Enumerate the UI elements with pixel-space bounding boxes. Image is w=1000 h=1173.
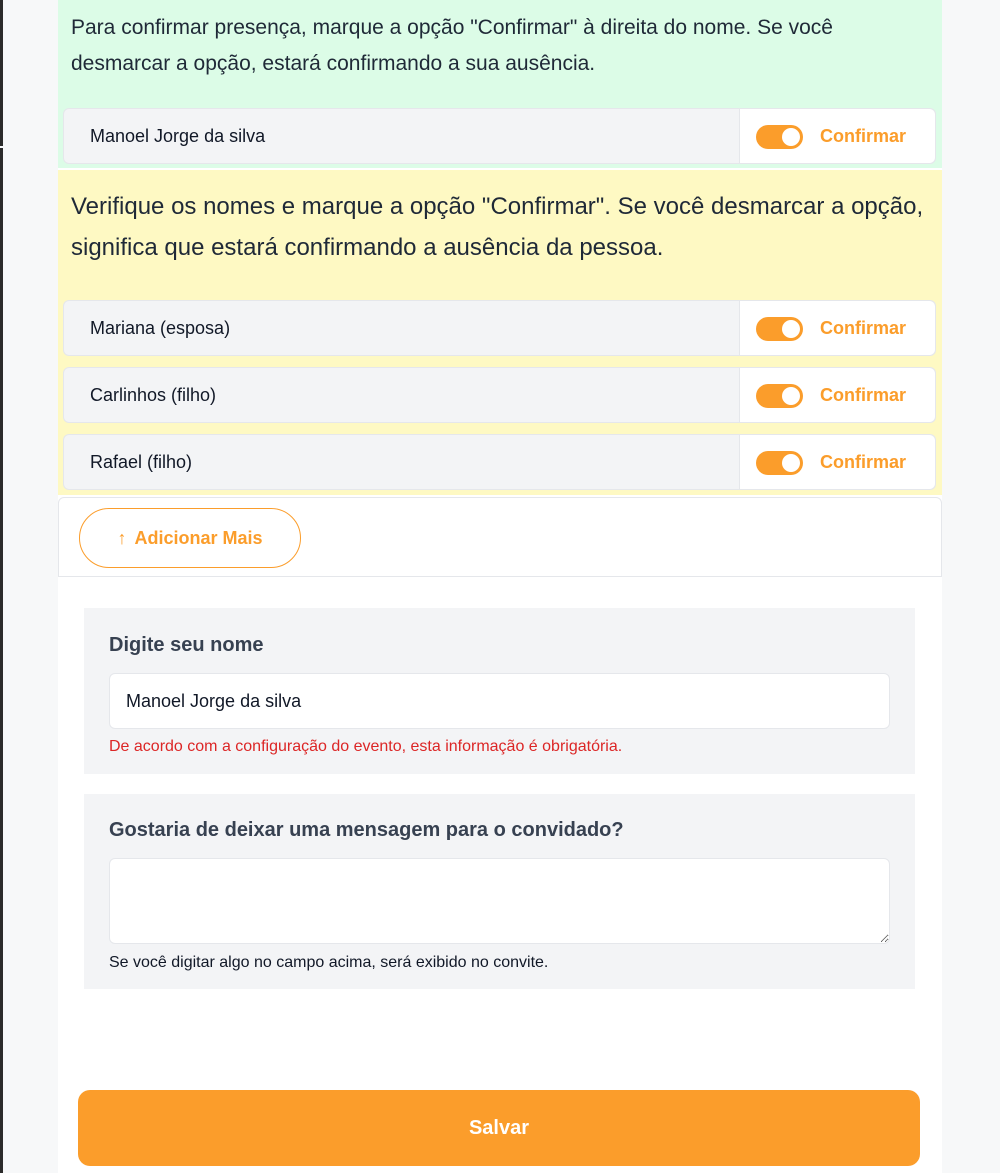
confirm-toggle-area[interactable] — [739, 109, 935, 163]
confirm-label[interactable]: Confirmar — [820, 385, 907, 405]
toggle-knob — [782, 128, 800, 146]
companion-name: Carlinhos (filho) — [90, 385, 217, 405]
rsvp-card — [58, 0, 942, 1173]
guest-name: Manoel Jorge da silva — [90, 126, 266, 146]
guest-row-primary — [63, 108, 936, 164]
confirm-label[interactable]: Confirmar — [820, 126, 907, 146]
primary-instructions: Para confirmar presença, marque a opção "Confirmar" à direita do nome. Se você desmarcar a opção, estará confirmando a sua ausência. — [71, 16, 833, 75]
confirm-toggle-area[interactable] — [739, 301, 935, 355]
confirm-toggle[interactable] — [756, 384, 803, 408]
primary-guest-section — [58, 0, 942, 168]
add-more-label: Adicionar Mais — [134, 527, 263, 548]
message-help-text: Se você digitar algo no campo acima, será exibido no convite. — [109, 954, 549, 971]
name-field-panel — [84, 608, 915, 774]
confirm-toggle[interactable] — [756, 125, 803, 149]
arrow-up-icon: ↑ — [117, 527, 127, 548]
window-left-edge — [0, 0, 3, 1173]
confirm-toggle-area[interactable] — [739, 435, 935, 489]
message-field-label: Gostaria de deixar uma mensagem para o convidado? — [109, 819, 624, 841]
companion-row — [63, 367, 936, 423]
confirm-label[interactable]: Confirmar — [820, 452, 907, 472]
name-input[interactable] — [109, 673, 890, 729]
companions-section — [58, 170, 942, 495]
confirm-label[interactable]: Confirmar — [820, 318, 907, 338]
name-field-label: Digite seu nome — [109, 634, 264, 656]
message-textarea[interactable] — [109, 858, 890, 944]
confirm-toggle-area[interactable] — [739, 368, 935, 422]
add-more-button[interactable] — [79, 508, 301, 568]
message-field-panel — [84, 794, 915, 989]
add-more-section — [58, 497, 942, 577]
save-button[interactable]: Salvar — [78, 1090, 920, 1166]
companion-row — [63, 434, 936, 490]
companion-row — [63, 300, 936, 356]
confirm-toggle[interactable] — [756, 317, 803, 341]
companion-name: Mariana (esposa) — [90, 318, 231, 338]
toggle-knob — [782, 320, 800, 338]
confirm-toggle[interactable] — [756, 451, 803, 475]
companion-name: Rafael (filho) — [90, 452, 193, 472]
name-error-message: De acordo com a configuração do evento, esta informação é obrigatória. — [109, 738, 623, 755]
toggle-knob — [782, 454, 800, 472]
companions-instructions: Verifique os nomes e marque a opção "Confirmar". Se você desmarcar a opção, significa que estará confirmando a ausência da pessoa. — [71, 193, 924, 261]
toggle-knob — [782, 387, 800, 405]
